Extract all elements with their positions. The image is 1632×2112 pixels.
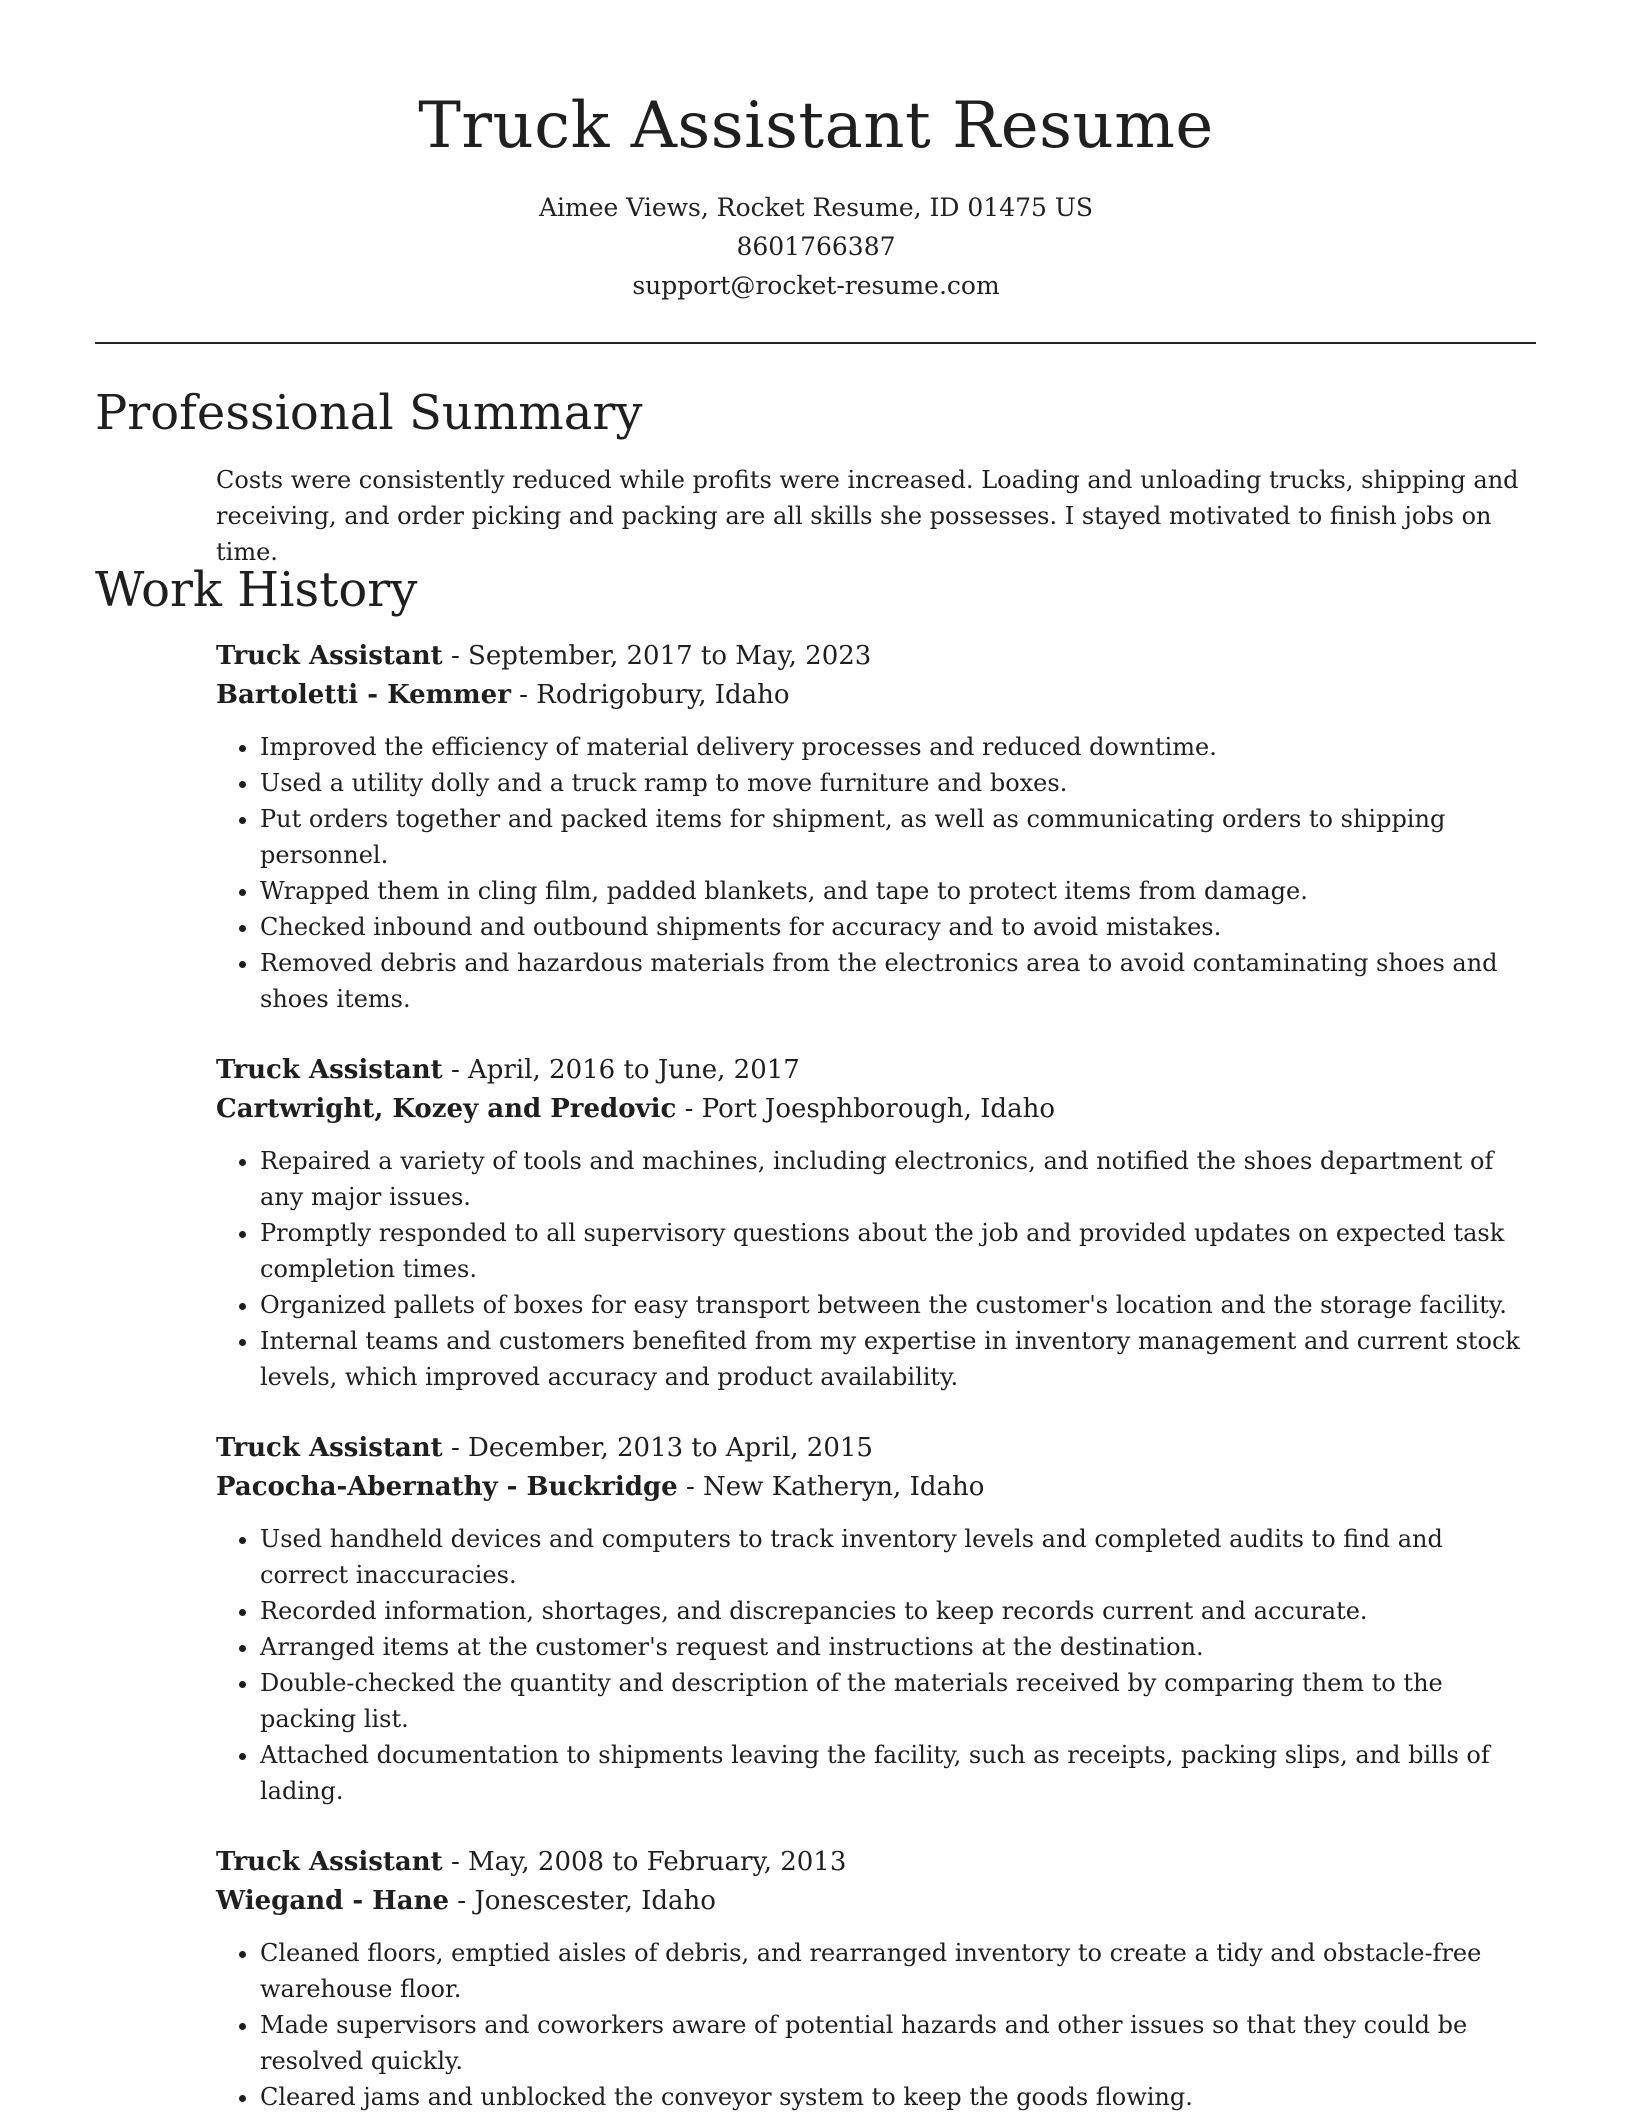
job-entry bbox=[216, 1051, 1536, 1395]
job-company: Wiegand - Hane bbox=[216, 1886, 450, 1916]
job-title: Truck Assistant bbox=[216, 1433, 443, 1463]
summary-text: Costs were consistently reduced while profits were increased. Loading and unloading trucks, shipping and receiving, and order picking and packing are all skills she possesses. I stayed motivated to finish jobs on time. bbox=[216, 466, 1519, 566]
job-dates: April, 2016 to June, 2017 bbox=[468, 1055, 800, 1085]
job-duty: • Improved the efficiency of material delivery processes and reduced downtime. bbox=[260, 729, 1536, 765]
job-dates: December, 2013 to April, 2015 bbox=[468, 1433, 873, 1463]
job-dates: September, 2017 to May, 2023 bbox=[468, 641, 872, 671]
job-location: New Katheryn, Idaho bbox=[703, 1472, 985, 1502]
job-title-line: Truck Assistant - May, 2008 to February, 2013 bbox=[216, 1847, 847, 1877]
job-title: Truck Assistant bbox=[216, 641, 443, 671]
contact-phone: 8601766387 bbox=[736, 232, 896, 261]
job-duty: • Used a utility dolly and a truck ramp to move furniture and boxes. bbox=[260, 765, 1536, 801]
job-location: Port Joesphborough, Idaho bbox=[701, 1094, 1055, 1124]
job-duty: • Promptly responded to all supervisory questions about the job and provided updates on expected task completion times. bbox=[260, 1215, 1536, 1287]
job-company-line: Pacocha-Abernathy - Buckridge - New Katheryn, Idaho bbox=[216, 1472, 985, 1502]
job-duty: • Used handheld devices and computers to track inventory levels and completed audits to find and correct inaccuracies. bbox=[260, 1521, 1536, 1593]
job-location: Jonescester, Idaho bbox=[474, 1886, 716, 1916]
job-duty: • Double-checked the quantity and description of the materials received by comparing them to the packing list. bbox=[260, 1665, 1536, 1737]
job-duty: • Cleared jams and unblocked the conveyor system to keep the goods flowing. bbox=[260, 2079, 1536, 2112]
job-duty: • Removed debris and hazardous materials from the electronics area to avoid contaminating shoes and shoes items. bbox=[260, 945, 1536, 1017]
job-duty: • Organized pallets of boxes for easy transport between the customer's location and the storage facility. bbox=[260, 1287, 1536, 1323]
summary-heading: Professional Summary bbox=[95, 385, 643, 441]
job-company-line: Bartoletti - Kemmer - Rodrigobury, Idaho bbox=[216, 680, 790, 710]
contact-info bbox=[0, 188, 1632, 305]
job-duty: • Wrapped them in cling film, padded blankets, and tape to protect items from damage. bbox=[260, 873, 1536, 909]
job-duty: • Arranged items at the customer's request and instructions at the destination. bbox=[260, 1629, 1536, 1665]
job-duty: • Checked inbound and outbound shipments for accuracy and to avoid mistakes. bbox=[260, 909, 1536, 945]
job-duty: • Repaired a variety of tools and machines, including electronics, and notified the shoes department of any major issues. bbox=[260, 1143, 1536, 1215]
job-duty: • Cleaned floors, emptied aisles of debris, and rearranged inventory to create a tidy and obstacle-free warehouse floor. bbox=[260, 1935, 1536, 2007]
job-company: Cartwright, Kozey and Predovic bbox=[216, 1094, 677, 1124]
job-location: Rodrigobury, Idaho bbox=[536, 680, 790, 710]
resume-header bbox=[0, 0, 1632, 305]
job-duty: • Internal teams and customers benefited from my expertise in inventory management and current stock levels, which improved accuracy and product availability. bbox=[260, 1323, 1536, 1395]
job-duties bbox=[216, 1143, 1536, 1395]
job-duty: • Recorded information, shortages, and discrepancies to keep records current and accurate. bbox=[260, 1593, 1536, 1629]
job-title-line: Truck Assistant - December, 2013 to April, 2015 bbox=[216, 1433, 873, 1463]
job-duties bbox=[216, 729, 1536, 1017]
job-title-line: Truck Assistant - April, 2016 to June, 2017 bbox=[216, 1055, 800, 1085]
job-duty: • Attached documentation to shipments leaving the facility, such as receipts, packing slips, and bills of lading. bbox=[260, 1737, 1536, 1809]
job-company: Pacocha-Abernathy - Buckridge bbox=[216, 1472, 678, 1502]
job-entry bbox=[216, 1843, 1536, 2112]
contact-email: support@rocket-resume.com bbox=[632, 271, 1000, 300]
job-company-line: Wiegand - Hane - Jonescester, Idaho bbox=[216, 1886, 716, 1916]
job-duties bbox=[216, 1521, 1536, 1809]
job-entry bbox=[216, 1429, 1536, 1809]
contact-address: Aimee Views, Rocket Resume, ID 01475 US bbox=[538, 193, 1094, 222]
work-history-heading: Work History bbox=[95, 562, 418, 618]
job-duty: • Made supervisors and coworkers aware of potential hazards and other issues so that they could be resolved quickly. bbox=[260, 2007, 1536, 2079]
job-company-line: Cartwright, Kozey and Predovic - Port Joesphborough, Idaho bbox=[216, 1094, 1055, 1124]
job-dates: May, 2008 to February, 2013 bbox=[468, 1847, 847, 1877]
job-title: Truck Assistant bbox=[216, 1847, 443, 1877]
header-divider bbox=[95, 342, 1536, 344]
job-duties bbox=[216, 1935, 1536, 2112]
resume-title: Truck Assistant Resume bbox=[418, 89, 1214, 163]
job-duty: • Put orders together and packed items for shipment, as well as communicating orders to shipping personnel. bbox=[260, 801, 1536, 873]
job-entry bbox=[216, 637, 1536, 1017]
job-list bbox=[216, 637, 1536, 2112]
job-title-line: Truck Assistant - September, 2017 to May, 2023 bbox=[216, 641, 872, 671]
job-company: Bartoletti - Kemmer bbox=[216, 680, 511, 710]
job-title: Truck Assistant bbox=[216, 1055, 443, 1085]
